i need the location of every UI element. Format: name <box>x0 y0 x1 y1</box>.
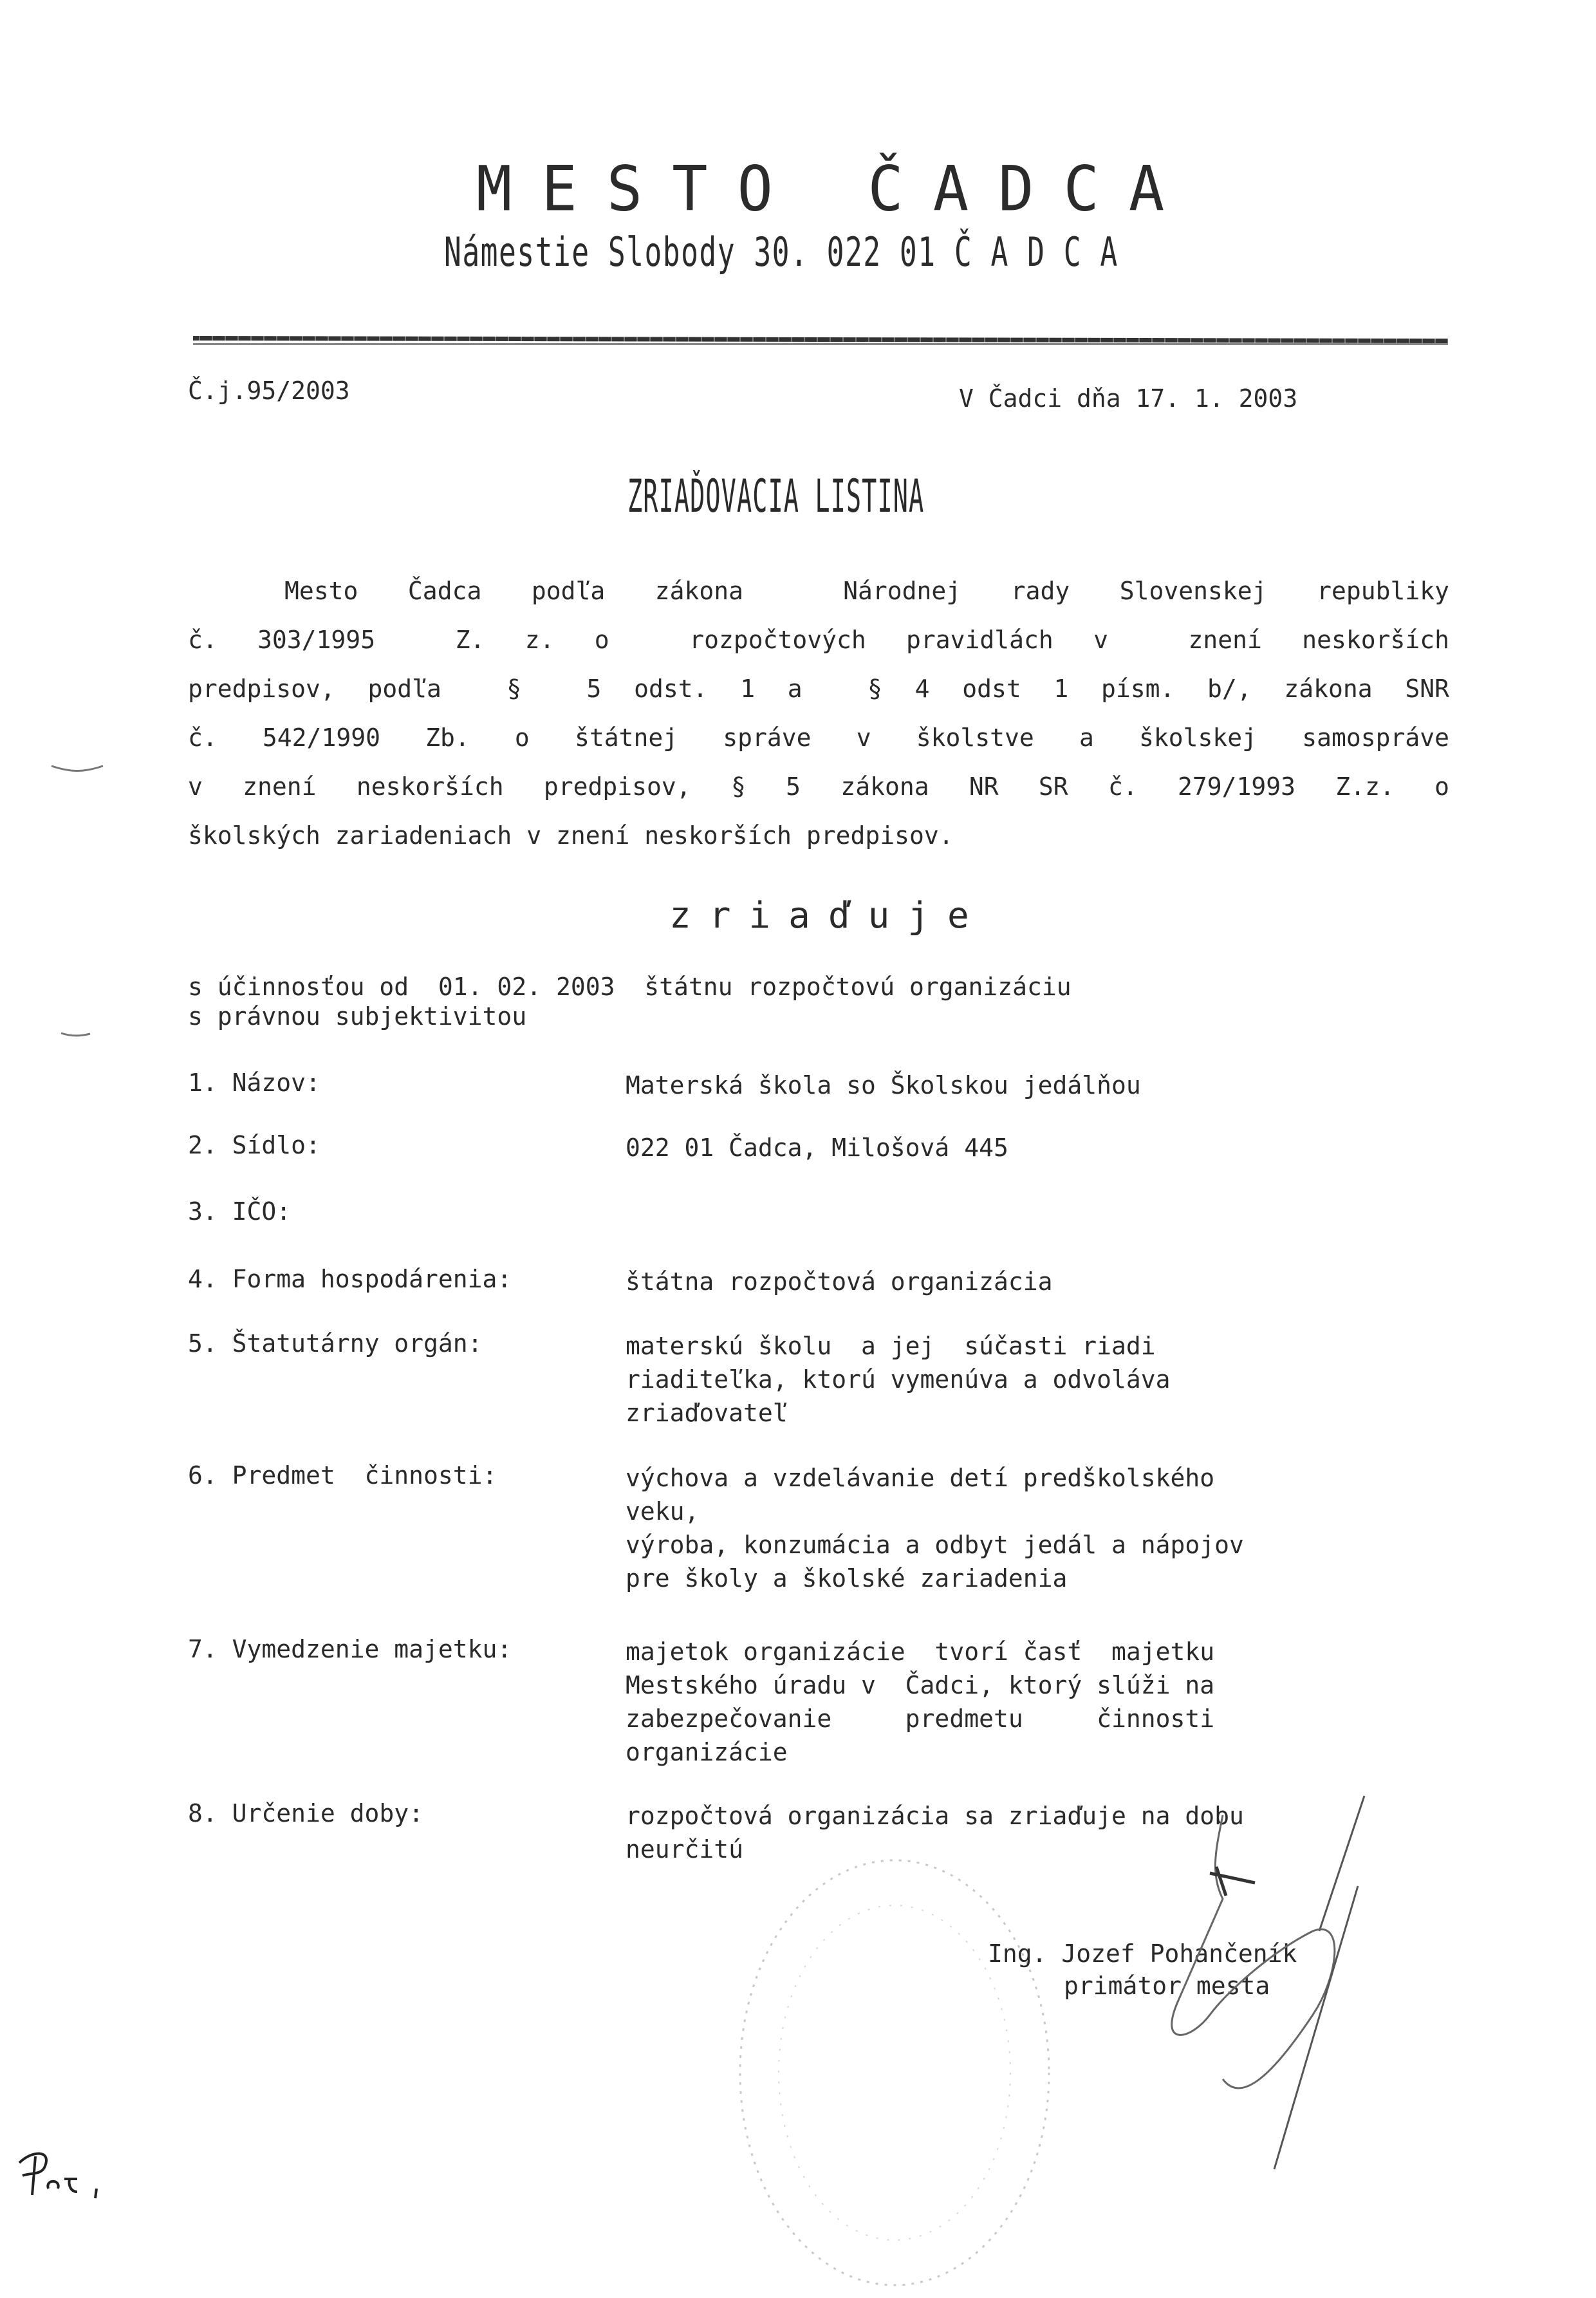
letterhead-divider-underline <box>193 343 1448 345</box>
item-value <box>626 1265 1462 1298</box>
intro-line: č. 303/1995 Z. z. o rozpočtových pravidlách v znení neskorších <box>188 626 1449 654</box>
item-label: 3. IČO: <box>188 1197 292 1226</box>
intro-line: školských zariadeniach v znení neskorších predpisov. <box>188 821 954 850</box>
item-value <box>626 1069 1462 1102</box>
item-label: 2. Sídlo: <box>188 1131 320 1159</box>
effective-line: s účinnosťou od 01. 02. 2003 štátnu rozpočtovú organizáciu <box>188 973 1072 1001</box>
item-value-line: veku, <box>626 1497 700 1526</box>
item-value-line: organizácie <box>626 1738 788 1766</box>
item-label: 8. Určenie doby: <box>188 1799 424 1827</box>
intro-line: predpisov, podľa § 5 odst. 1 a § 4 odst 1 písm. b/, zákona SNR <box>188 675 1449 703</box>
item-value <box>626 1329 1462 1430</box>
item-label: 6. Predmet činnosti: <box>188 1461 497 1490</box>
item-value-line: zabezpečovanie predmetu činnosti <box>626 1705 1215 1733</box>
item-value <box>626 1461 1462 1595</box>
punch-hole-mark <box>61 1033 90 1036</box>
establishes-heading: zriaďuje <box>669 895 987 937</box>
signatory-name: Ing. Jozef Pohančeník <box>988 1939 1297 1968</box>
item-value-line: rozpočtová organizácia sa zriaďuje na dobu <box>626 1802 1244 1830</box>
item-value <box>626 1635 1462 1769</box>
item-value-line: Mestského úradu v Čadci, ktorý slúži na <box>626 1671 1215 1699</box>
item-value-line: Materská škola so Školskou jedálňou <box>626 1071 1141 1099</box>
effective-statement <box>188 972 1072 1031</box>
item-value-line: neurčitú <box>626 1835 744 1864</box>
document-date: V Čadci dňa 17. 1. 2003 <box>959 384 1298 413</box>
item-value-line: materskú školu a jej súčasti riadi <box>626 1332 1156 1360</box>
intro-paragraph <box>188 566 1449 860</box>
item-value-line: pre školy a školské zariadenia <box>626 1564 1068 1593</box>
item-value-line: výchova a vzdelávanie detí predškolského <box>626 1464 1215 1492</box>
handwritten-signature-icon <box>1062 1770 1461 2189</box>
intro-line: v znení neskorších predpisov, § 5 zákona NR SR č. 279/1993 Z.z. o <box>188 772 1449 801</box>
official-stamp-icon <box>727 1847 1062 2298</box>
item-label: 4. Forma hospodárenia: <box>188 1265 512 1293</box>
item-label: 7. Vymedzenie majetku: <box>188 1635 512 1663</box>
item-value-line: výroba, konzumácia a odbyt jedál a nápojov <box>626 1531 1244 1559</box>
effective-line: s právnou subjektivitou <box>188 1002 527 1031</box>
item-value-line: riaditeľka, ktorú vymenúva a odvoláva <box>626 1365 1171 1394</box>
intro-line: Mesto Čadca podľa zákona Národnej rady Slovenskej republiky <box>284 577 1449 605</box>
item-value-line: 022 01 Čadca, Milošová 445 <box>626 1134 1008 1162</box>
handwritten-initials-icon <box>13 2144 109 2201</box>
item-label: 1. Názov: <box>188 1069 320 1097</box>
item-label: 5. Štatutárny orgán: <box>188 1329 483 1358</box>
item-value <box>626 1131 1462 1164</box>
document-title: ZRIAĎOVACIA LISTINA <box>627 470 925 523</box>
punch-hole-mark <box>51 766 103 771</box>
signatory-role: primátor mesta <box>1064 1972 1270 2000</box>
item-value-line: zriaďovateľ <box>626 1399 788 1427</box>
letterhead-divider <box>193 336 1448 343</box>
item-value-line: majetok organizácie tvorí časť majetku <box>626 1638 1215 1666</box>
item-value-line: štátna rozpočtová organizácia <box>626 1267 1053 1296</box>
letterhead-address: Námestie Slobody 30. 022 01 Č A D C A <box>444 229 1118 276</box>
reference-number: Č.j.95/2003 <box>188 377 350 405</box>
letterhead-title: MESTO ČADCA <box>476 153 1194 225</box>
intro-line: č. 542/1990 Zb. o štátnej správe v školstve a školskej samospráve <box>188 724 1449 752</box>
